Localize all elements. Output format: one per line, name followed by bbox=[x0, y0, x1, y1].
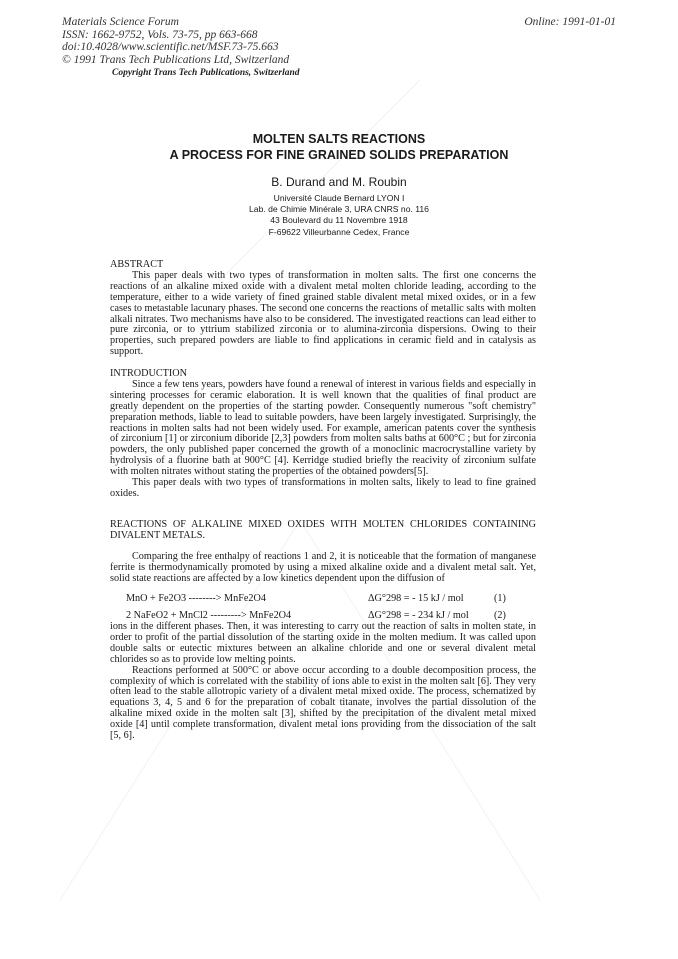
abstract-text: This paper deals with two types of transformation in molten salts. The first one concerns the reactions of an alkaline mixed oxide with a divalent metal molten chloride leading, according to the temperature, either to a wide variety of fined grained stable divalent metal mixed oxides, or in a few cases to metastable lacunary phases. The second one concerns the reactions of metallic salts with molten alkali nitrates. Two mechanisms have also to be considered. The investigated reactions can lead either to pure zirconia, or to yttrium stabilized zirconia or to alumina-zirconia dispersions. Owing to their properties, such prepared powders are liable to find applications in ceramic field and in catalysis as support. bbox=[110, 269, 536, 358]
equation-number: (1) bbox=[494, 593, 506, 604]
section-heading: REACTIONS OF ALKALINE MIXED OXIDES WITH MOLTEN CHLORIDES CONTAINING DIVALENT METALS. bbox=[110, 519, 536, 541]
section-paragraph: ions in the different phases. Then, it was interesting to carry out the reaction of salts in molten state, in order to profit of the partial dissolution of the starting oxide in the molten medium. It was called upon double salts or eutectic mixtures between an alkaline chloride and one or several divalent metal chlorides so as to provide low melting points. bbox=[110, 621, 536, 665]
introduction-section bbox=[110, 369, 536, 500]
title-line-2: A PROCESS FOR FINE GRAINED SOLIDS PREPARATION bbox=[169, 147, 509, 162]
abstract-heading: ABSTRACT bbox=[110, 259, 164, 270]
authors: B. Durand and M. Roubin bbox=[271, 175, 407, 189]
journal-header bbox=[62, 16, 289, 66]
equation-number: (2) bbox=[494, 610, 506, 621]
affiliation-line: F-69622 Villeurbanne Cedex, France bbox=[268, 226, 410, 237]
introduction-paragraph: Since a few tens years, powders have found a renewal of interest in various fields and especially in sintering processes for ceramic elaboration. It is well known that the qualities of final product are greatly dependent on the properties of the starting powder. Consequently numerous "soft chemistry" preparation methods, liable to lead to suitable powders, have been largely investigated. Surprisingly, the reactions in molten salts had not been widely used. For example, american patents cover the synthesis of zirconium [1] or zirconium diboride [2,3] powders from molten salts baths at 600°C ; but for zirconia powders, the only published paper concerned the growth of a monoclinic macrocrystalline variety by hydrolysis of a fluorine bath at 900°C [4]. Kerridge studied briefly the reacivity of zirconium sulfate with molten nitrates without stating the properties of the obtained powders[5]. bbox=[110, 378, 536, 478]
reactions-section bbox=[110, 520, 536, 585]
paper-title bbox=[0, 132, 678, 163]
reactions-continued bbox=[110, 622, 536, 742]
equation-energy: ΔG°298 = - 234 kJ / mol bbox=[368, 610, 469, 621]
affiliation bbox=[0, 193, 678, 238]
doi-line: doi:10.4028/www.scientific.net/MSF.73-75.663 bbox=[62, 41, 279, 53]
online-date: Online: 1991-01-01 bbox=[524, 16, 616, 28]
equation-energy: ΔG°298 = - 15 kJ / mol bbox=[368, 593, 464, 604]
section-paragraph: Comparing the free enthalpy of reactions 1 and 2, it is noticeable that the formation of manganese ferrite is thermodynamically promoted by using a mixed alkaline oxide and a divalent metal salt. Yet, solid state reactions are affected by a low kinetics dependent upon the diffusion of bbox=[110, 550, 536, 584]
introduction-heading: INTRODUCTION bbox=[110, 368, 187, 379]
publisher-copyright: © 1991 Trans Tech Publications Ltd, Switzerland bbox=[62, 53, 290, 66]
journal-name: Materials Science Forum bbox=[62, 16, 179, 28]
abstract-section bbox=[110, 260, 536, 358]
affiliation-line: Université Claude Bernard LYON I bbox=[273, 193, 405, 203]
title-line-1: MOLTEN SALTS REACTIONS bbox=[252, 132, 426, 146]
section-paragraph: Reactions performed at 500°C or above occur according to a double decomposition process, the complexity of which is correlated with the stability of ions able to exist in the molten salt [6]. They very often lead to the stable allotropic variety of a divalent metal mixed oxide. The process, schematized by equations 3, 4, 5 and 6 for the preparation of cobalt titanate, involves the partial dissolution of the alkaline mixed oxide in the molten salt [3], shifted by the precipitation of the divalent metal mixed oxide [4] until complete transformation, divalent metal ions providing from the dissociation of the salt [5, 6]. bbox=[110, 664, 536, 742]
affiliation-line: Lab. de Chimie Minérale 3, URA CNRS no. 116 bbox=[249, 204, 429, 215]
equation-reaction: 2 NaFeO2 + MnCl2 ---------> MnFe2O4 bbox=[126, 610, 292, 621]
equation-reaction: MnO + Fe2O3 --------> MnFe2O4 bbox=[126, 593, 266, 604]
issn-line: ISSN: 1662-9752, Vols. 73-75, pp 663-668 bbox=[62, 28, 258, 41]
introduction-paragraph: This paper deals with two types of transformations in molten salts, likely to lead to fine grained oxides. bbox=[110, 477, 536, 499]
copyright-notice: Copyright Trans Tech Publications, Switzerland bbox=[112, 68, 300, 78]
affiliation-line: 43 Boulevard du 11 Novembre 1918 bbox=[270, 215, 408, 226]
